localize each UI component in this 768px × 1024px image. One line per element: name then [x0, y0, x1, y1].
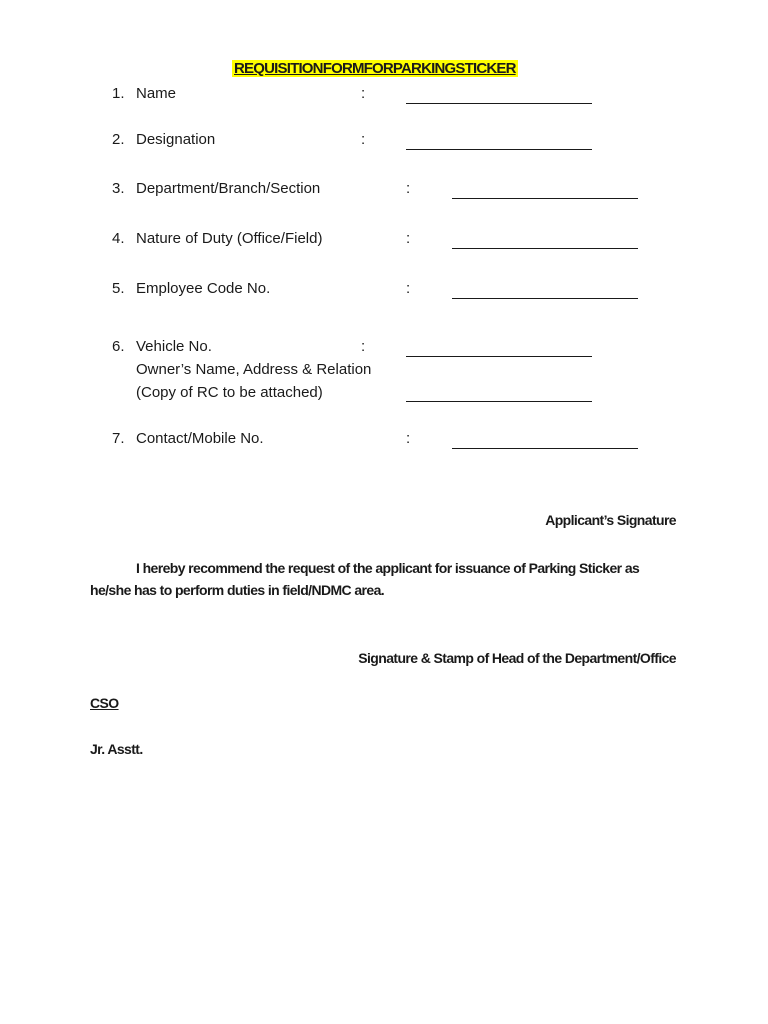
field-label: Vehicle No. — [136, 338, 212, 355]
jr-asstt-label: Jr. Asstt. — [90, 741, 143, 757]
vehicle-no-blank-line — [406, 342, 592, 357]
owner-details-blank-line — [406, 387, 592, 402]
field-colon: : — [406, 180, 411, 197]
cso-label: CSO — [90, 695, 119, 711]
recommendation-text — [90, 557, 680, 601]
field-number: 4. — [112, 230, 125, 247]
field-label: Employee Code No. — [136, 280, 271, 297]
field-row-contact — [0, 430, 768, 452]
recommendation-line-2: he/she has to perform duties in field/NDMC area. — [90, 582, 385, 598]
field-colon: : — [361, 338, 366, 355]
contact-blank-line — [452, 434, 638, 449]
field-label: Nature of Duty (Office/Field) — [136, 230, 323, 247]
field-number: 3. — [112, 180, 125, 197]
hod-signature-label: Signature & Stamp of Head of the Department/Office — [358, 650, 676, 666]
designation-blank-line — [406, 135, 592, 150]
field-number: 1. — [112, 85, 125, 102]
field-colon: : — [361, 85, 366, 102]
employee-code-blank-line — [452, 284, 638, 299]
field-row-vehicle-no — [0, 338, 768, 360]
field-label: Name — [136, 85, 177, 102]
nature-of-duty-blank-line — [452, 234, 638, 249]
field-number: 5. — [112, 280, 125, 297]
applicant-signature-label: Applicant’s Signature — [545, 512, 676, 528]
field-label: Department/Branch/Section — [136, 180, 321, 197]
field-row-employee-code — [0, 280, 768, 302]
field-row-department — [0, 180, 768, 202]
recommendation-line-1: I hereby recommend the request of the applicant for issuance of Parking Sticker as — [136, 560, 640, 576]
field-row-name — [0, 85, 768, 107]
field-label: Contact/Mobile No. — [136, 430, 264, 447]
field-row-designation — [0, 131, 768, 153]
owner-details-label: Owner’s Name, Address & Relation — [136, 361, 372, 378]
field-colon: : — [406, 430, 411, 447]
field-colon: : — [406, 280, 411, 297]
field-number: 2. — [112, 131, 125, 148]
form-title: REQUISITIONFORMFORPARKINGSTICKER — [234, 60, 516, 77]
field-number: 6. — [112, 338, 125, 355]
name-blank-line — [406, 89, 592, 104]
field-number: 7. — [112, 430, 125, 447]
department-blank-line — [452, 184, 638, 199]
field-label: Designation — [136, 131, 216, 148]
field-colon: : — [406, 230, 411, 247]
rc-copy-note: (Copy of RC to be attached) — [136, 384, 323, 401]
field-row-nature-of-duty — [0, 230, 768, 252]
field-colon: : — [361, 131, 366, 148]
